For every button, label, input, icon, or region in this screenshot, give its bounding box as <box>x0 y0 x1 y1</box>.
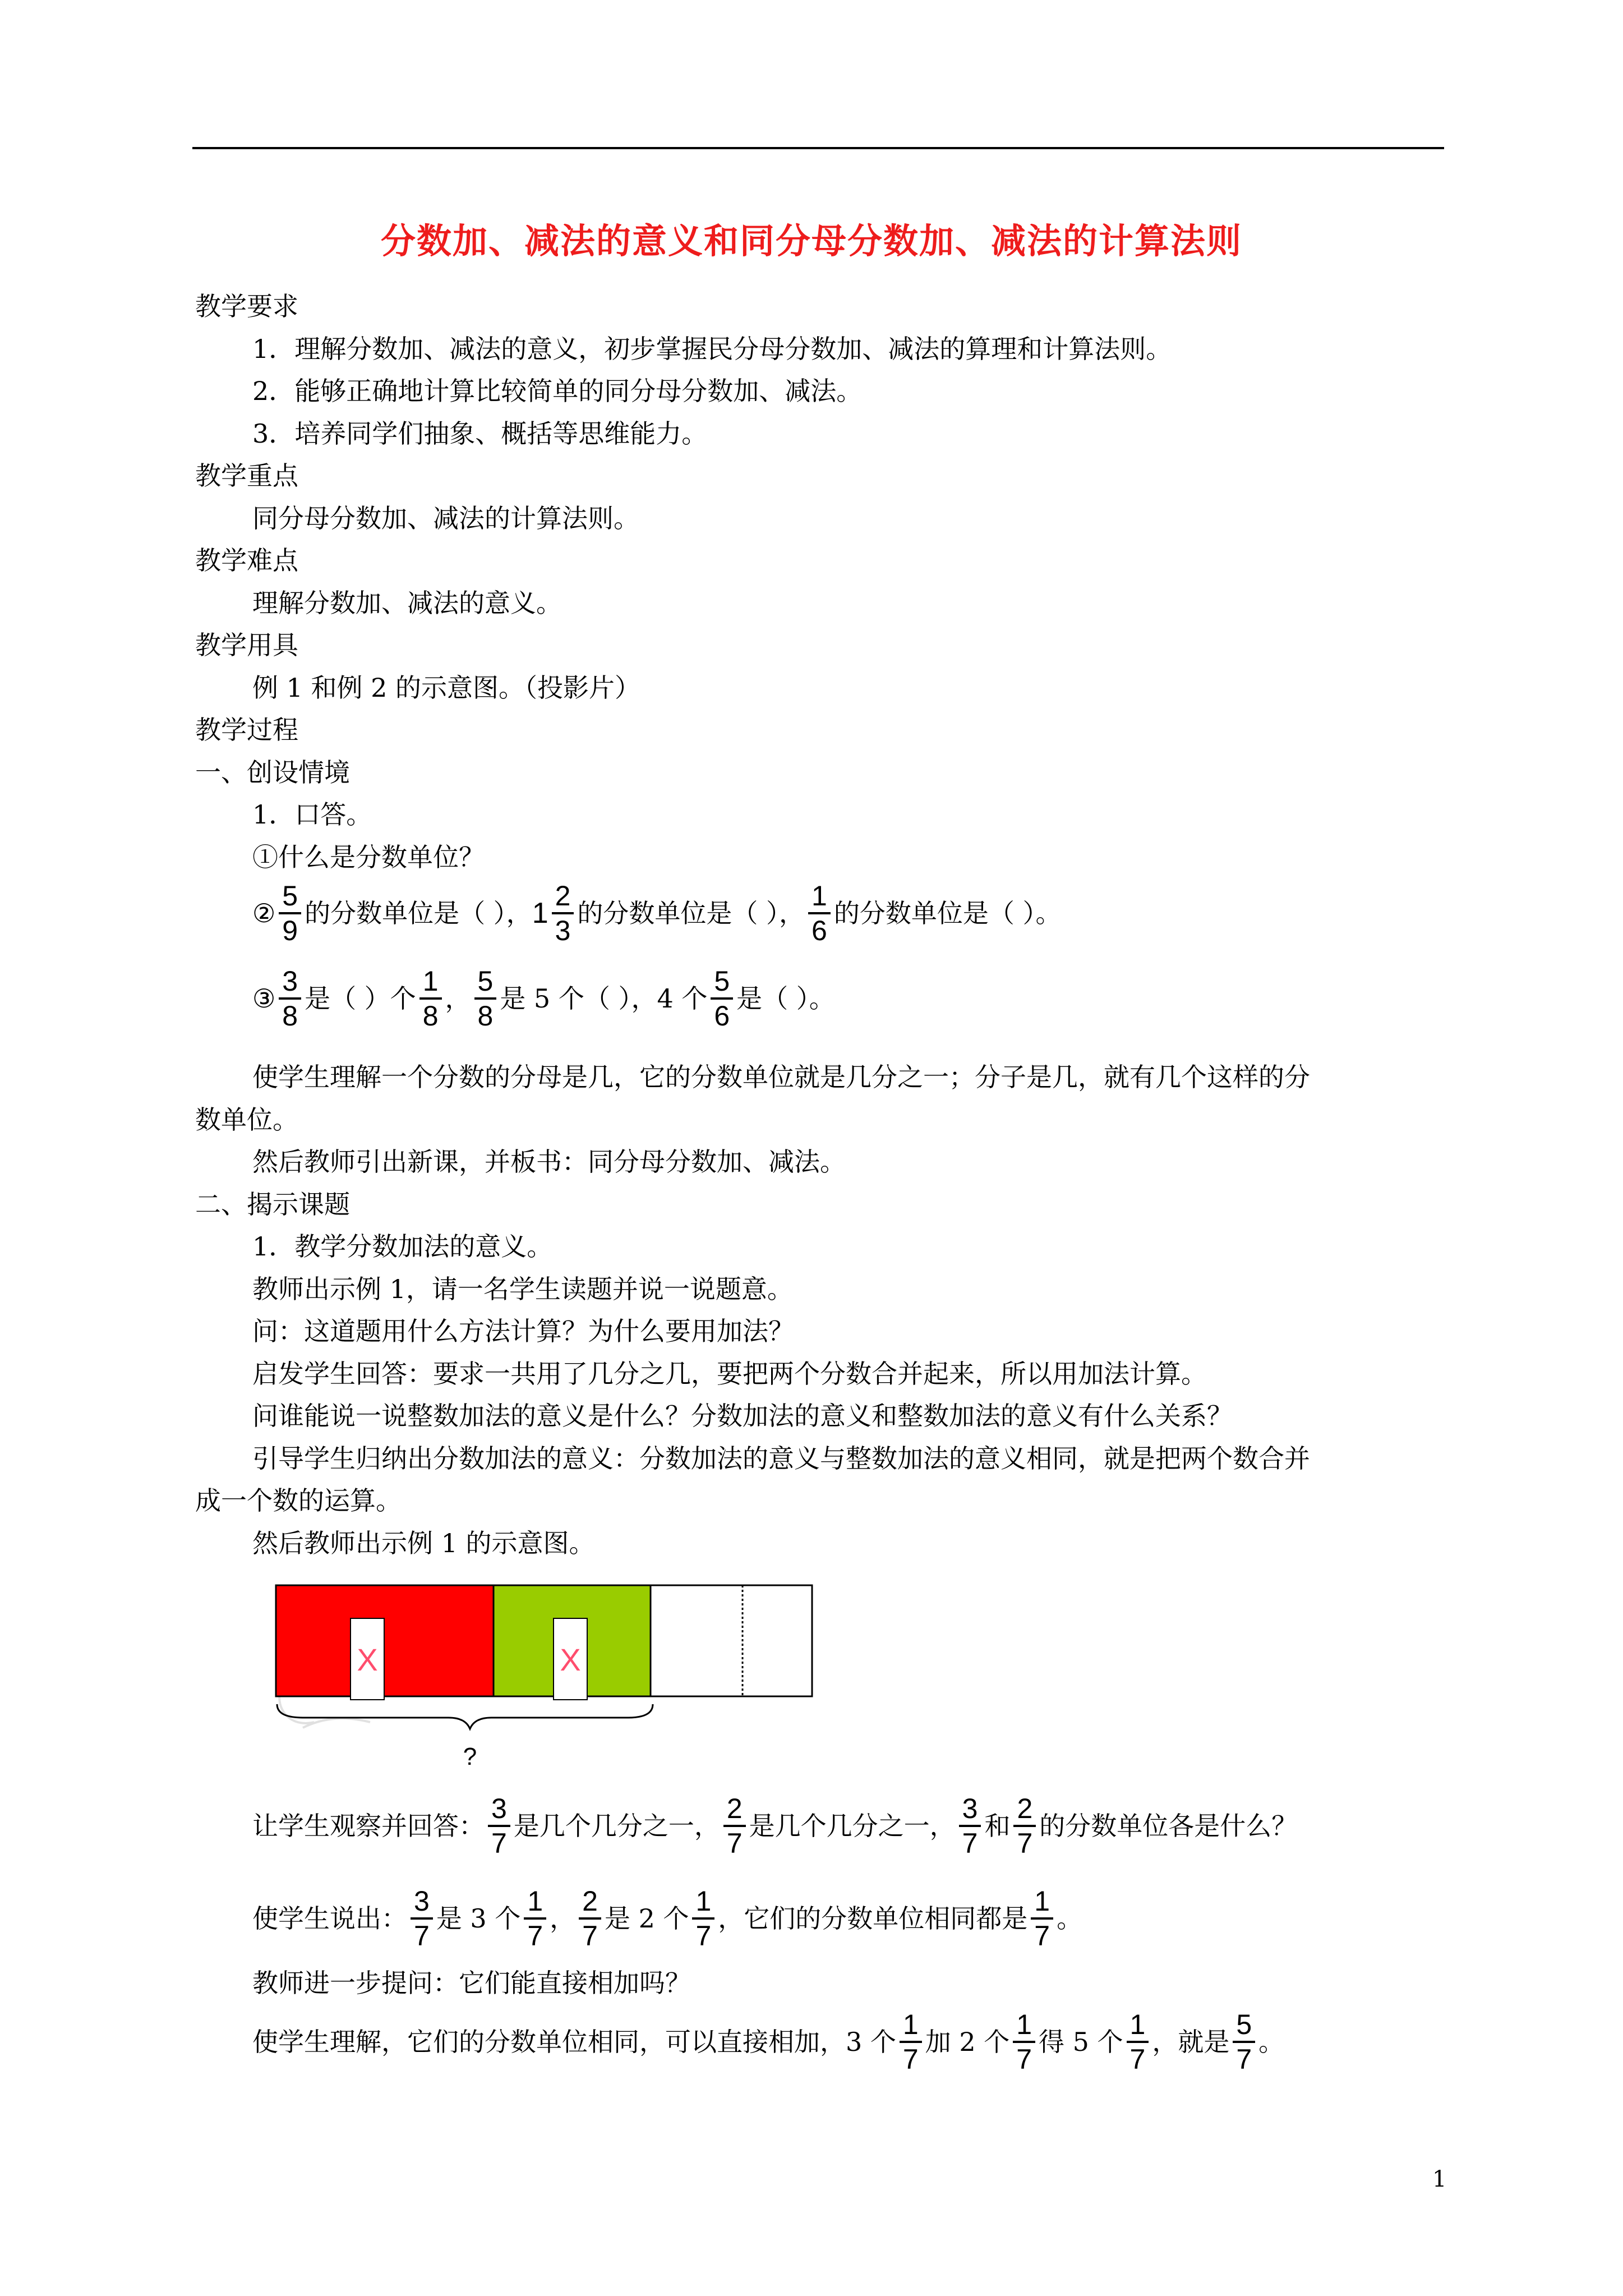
section1-explain: 使学生理解一个分数的分母是几，它的分数单位就是几分之一；分子是几，就有几个这样的分 <box>252 1062 1310 1092</box>
section2-line: 启发学生回答：要求一共用了几分之几，要把两个分数合并起来，所以用加法计算。 <box>252 1359 1207 1389</box>
brace <box>277 1704 653 1729</box>
difficulty-heading: 教学难点 <box>195 545 298 576</box>
requirement-item: 3．培养同学们抽象、概括等思维能力。 <box>252 418 708 449</box>
section2-line: 成一个数的运算。 <box>195 1485 402 1516</box>
observe-line <box>252 1792 1297 1860</box>
q3-text: 是（ ）个 <box>305 983 416 1014</box>
q3-text: 是（ ）。 <box>736 983 835 1014</box>
q2-text: 的分数单位是（ ）， <box>577 898 805 928</box>
understand-line <box>252 2008 1284 2076</box>
fraction: $\frac{3}{7}$ <box>959 1792 981 1860</box>
requirements-heading: 教学要求 <box>195 291 298 321</box>
fraction: $\frac{3}{7}$ <box>488 1792 510 1860</box>
requirement-item: 1．理解分数加、减法的意义，初步掌握民分母分数加、减法的算理和计算法则。 <box>252 334 1172 364</box>
observe-text: 让学生观察并回答： <box>252 1811 485 1841</box>
say-text: 。 <box>1057 1903 1083 1934</box>
understand-text: 加 2 个 <box>925 2027 1010 2057</box>
fraction: $\frac{5}{9}$ <box>279 880 301 947</box>
students-say-line <box>252 1885 1082 1952</box>
keypoint-text: 同分母分数加、减法的计算法则。 <box>252 503 639 533</box>
fraction: $\frac{5}{6}$ <box>711 965 733 1032</box>
section2-line: 然后教师出示例 1 的示意图。 <box>252 1528 595 1558</box>
section2-line: 教师出示例 1，请一名学生读题并说一说题意。 <box>252 1274 793 1304</box>
requirement-item: 2．能够正确地计算比较简单的同分母分数加、减法。 <box>252 376 863 406</box>
observe-text: 是几个几分之一， <box>749 1811 956 1841</box>
section1-q2 <box>252 880 1061 947</box>
observe-text: 是几个几分之一， <box>513 1811 720 1841</box>
q3-text: ， <box>445 983 471 1014</box>
observe-text: 和 <box>984 1811 1011 1841</box>
fraction: $\frac{2}{7}$ <box>579 1885 601 1952</box>
example1-diagram <box>269 1576 819 1767</box>
header-rule <box>192 147 1444 149</box>
tools-heading: 教学用具 <box>195 630 298 660</box>
fraction: $\frac{1}{6}$ <box>808 880 831 947</box>
observe-text: 的分数单位各是什么？ <box>1039 1811 1298 1841</box>
understand-text: ，就是 <box>1152 2027 1230 2057</box>
section2-line: 问谁能说一说整数加法的意义是什么？分数加法的意义和整数加法的意义有什么关系？ <box>252 1401 1233 1431</box>
section2-line: 问：这道题用什么方法计算？为什么要用加法？ <box>252 1316 794 1346</box>
fraction: $\frac{5}{8}$ <box>474 965 497 1032</box>
q3-text: 是 5 个（ ），4 个 <box>500 983 708 1014</box>
section1-explain-cont: 数单位。 <box>195 1105 298 1135</box>
understand-text: 。 <box>1258 2027 1285 2057</box>
section2-item1: 1．教学分数加法的意义。 <box>252 1231 553 1262</box>
q3-prefix: ③ <box>252 983 276 1014</box>
fraction: $\frac{3}{7}$ <box>411 1885 433 1952</box>
fraction: $\frac{1}{7}$ <box>1013 2008 1035 2076</box>
say-text: 是 2 个 <box>604 1903 689 1934</box>
q2-text: 的分数单位是（ ）。 <box>833 898 1062 928</box>
section1-heading: 一、创设情境 <box>195 757 350 788</box>
further-question: 教师进一步提问：它们能直接相加吗？ <box>252 1968 691 1998</box>
fraction: $\frac{1}{8}$ <box>419 965 442 1032</box>
say-text: 使学生说出： <box>252 1903 407 1934</box>
q2-text: 的分数单位是（ ）， <box>305 898 532 928</box>
fraction: $\frac{5}{7}$ <box>1233 2008 1255 2076</box>
section2-line: 引导学生归纳出分数加法的意义：分数加法的意义与整数加法的意义相同，就是把两个数合并 <box>252 1443 1310 1474</box>
fraction: $\frac{1}{7}$ <box>1031 1885 1053 1952</box>
section1-item1: 1．口答。 <box>252 799 372 830</box>
section1-board: 然后教师引出新课，并板书：同分母分数加、减法。 <box>252 1147 846 1177</box>
section1-q1: ①什么是分数单位？ <box>252 842 485 872</box>
keypoint-heading: 教学重点 <box>195 461 298 491</box>
cross-mark: X <box>560 1642 581 1677</box>
fraction: $\frac{1}{7}$ <box>524 1885 546 1952</box>
fraction: $\frac{1}{7}$ <box>692 1885 714 1952</box>
fraction: $\frac{2}{7}$ <box>723 1792 746 1860</box>
fraction: $\frac{1}{7}$ <box>1127 2008 1149 2076</box>
question-mark: ? <box>463 1743 477 1767</box>
fraction: $\frac{1}{7}$ <box>900 2008 922 2076</box>
process-heading: 教学过程 <box>195 715 298 745</box>
say-text: ， <box>550 1903 576 1934</box>
white-segment <box>651 1585 812 1696</box>
understand-text: 使学生理解，它们的分数单位相同，可以直接相加，3 个 <box>252 2027 896 2057</box>
page-title: 分数加、减法的意义和同分母分数加、减法的计算法则 <box>380 220 1242 261</box>
fraction: $\frac{2}{7}$ <box>1013 1792 1036 1860</box>
fraction: $\frac{3}{8}$ <box>279 965 301 1032</box>
fraction: $\frac{2}{3}$ <box>552 880 574 947</box>
page-number: 1 <box>1432 2166 1447 2192</box>
understand-text: 得 5 个 <box>1039 2027 1123 2057</box>
mixed-whole: 1 <box>532 897 548 930</box>
say-text: ，它们的分数单位相同都是 <box>718 1903 1028 1934</box>
tools-text: 例 1 和例 2 的示意图。（投影片） <box>252 673 641 703</box>
q2-prefix: ② <box>252 898 276 928</box>
section1-q3 <box>252 965 835 1032</box>
difficulty-text: 理解分数加、减法的意义。 <box>252 588 562 618</box>
cross-mark: X <box>357 1642 378 1677</box>
section2-heading: 二、揭示课题 <box>195 1189 350 1220</box>
say-text: 是 3 个 <box>436 1903 521 1934</box>
